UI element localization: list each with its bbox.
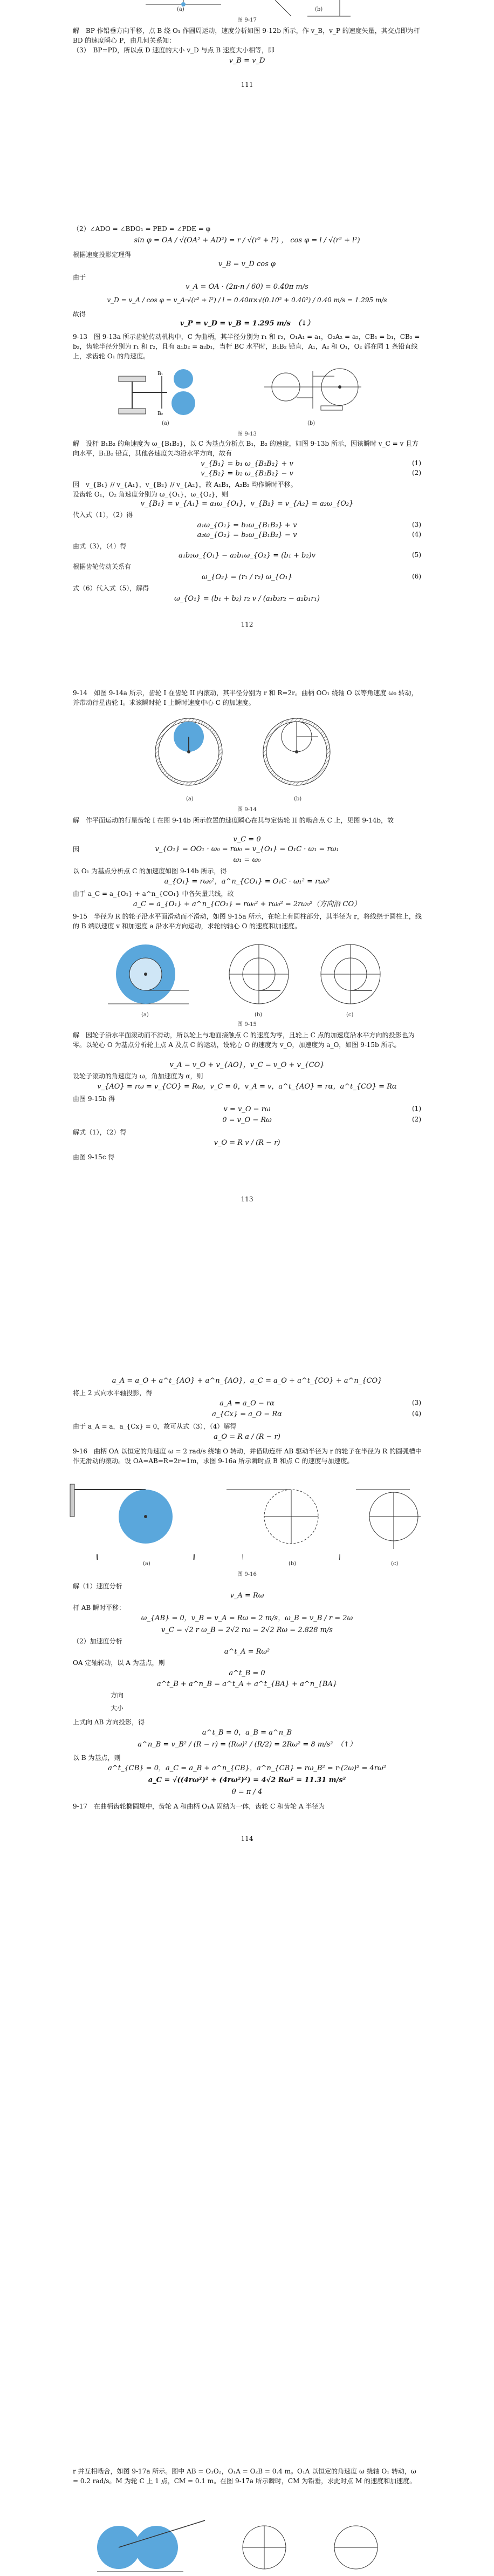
- figure-caption: 图 9-16: [237, 1572, 257, 1578]
- since-line: 因 v_{B₁} // v_{A₁}，v_{B₂} // v_{A₂}，故 A₁B₁，A₂B₂ 均作瞬时平移。: [73, 481, 297, 488]
- from-34-line: 由式（3），（4）得: [73, 542, 127, 550]
- project-line: 将上 2 式向水平轴投影，得: [73, 1389, 153, 1397]
- figure-caption: 图 9-15: [237, 1022, 257, 1028]
- due-to-label: 由于: [73, 274, 86, 281]
- ac-result: a_C = a_{O₁} + a^n_{CO₁} = rω₀² + rω₀² = 2rω₀²（方向沿 CO）: [133, 900, 361, 908]
- translate-line: 杆 AB 瞬时平移：: [73, 1604, 126, 1612]
- since-line: 由于 a_A = a，a_{Cx} = 0，故可从式（3），（4）解得: [73, 1423, 237, 1430]
- page-1: [0, 0, 494, 113]
- ao-result: a_O = R a / (R − r): [214, 1433, 280, 1441]
- gear-relation-line: 根据齿轮传动关系有: [73, 563, 132, 570]
- direction-label: 方向: [111, 1691, 124, 1699]
- subfig-b-label: (b): [307, 420, 315, 426]
- eq-3: a_A = a_O − rα: [219, 1399, 275, 1408]
- atb-equation: a^t_B = 0，a_B = a^n_B: [202, 1729, 292, 1737]
- vo1-equation: v_{O₁} = OO₁ · ω₀ = rω₀ = v_{O₁} = O₁C · ω₁ = rω₁: [155, 845, 339, 853]
- vc-equation: v_C = √2 r ω_B = 2√2 rω = 2√2 Rω = 2.828 m/s: [161, 1626, 333, 1634]
- relative-velocity-equation: v_{AO} = rω = v_{CO} = Rω，v_C = 0，v_A = v，a^t_{AO} = rα，a^t_{CO} = Rα: [97, 1083, 397, 1091]
- eq-1-number: (1): [412, 1105, 421, 1112]
- omega-definition: 设齿轮 O₁，O₂ 角速度分别为 ω_{O₁}，ω_{O₂}，则: [73, 491, 229, 498]
- projection-equation: v_B = v_D cos φ: [218, 260, 276, 268]
- eq-2-number: (2): [412, 1116, 421, 1123]
- page-number: 114: [241, 1835, 253, 1843]
- eq-5-number: (5): [412, 551, 421, 559]
- eq-6: ω_{O₂} = (r₁ / r₂) ω_{O₁}: [202, 573, 292, 581]
- page-number: 112: [241, 621, 253, 628]
- eq-2-number: (2): [412, 469, 421, 477]
- anb-equation: a^n_B = v_B² / (R − r) = (Rω)² / (R/2) = 2Rω² = 8 m/s² （↑）: [138, 1741, 356, 1749]
- vc-zero: v_C = 0: [233, 835, 261, 844]
- subfig-a-label: (a): [143, 1561, 150, 1567]
- page-number: 111: [241, 81, 253, 89]
- solution-9-16: 解（1）速度分析: [73, 1582, 122, 1590]
- substitute-6-line: 式（6）代入式（5），解得: [73, 584, 149, 592]
- vo-result: v_O = R v / (R − r): [214, 1139, 280, 1147]
- base-point-line: 以 O₁ 为基点分析点 C 的加速度如图 9-14b 所示，得: [73, 867, 227, 875]
- eq-2: 0 = v_O − Rω: [222, 1116, 272, 1124]
- figure-9-14: [146, 714, 351, 795]
- subfig-b-label: (b): [289, 1561, 297, 1567]
- solution-9-14: 解 作平面运动的行星齿轮 I 在图 9-14b 所示位置的速度瞬心在其与定齿轮 II 的啮合点 C 上，见图 9-14b，故: [73, 817, 394, 824]
- ab-equation: a^t_B = 0: [229, 1669, 265, 1677]
- problem-9-16: 9-16 曲柄 OA 以恒定的角速度 ω = 2 rad/s 绕轴 O 转动，并借助连杆 AB 驱动半径为 r 的轮子在半径为 R 的圆弧槽中作无滑动的滚动。设 OA=AB=R=2r=1m，求图 9-16a 所示瞬时点 B 和点 C 的速度与加速度。: [73, 1447, 422, 1465]
- solution-9-13: 解 设杆 B₁B₂ 的角速度为 ω_{B₁B₂}，以 C 为基点分析点 B₁，B₂ 的速度，如图 9-13b 所示，因该瞬时 v_C = v 且方向水平，B₁B₂ 铅直，其他各速度矢均沿水平方向，故有: [73, 440, 419, 457]
- eq-3: a₁ω_{O₁} = b₁ω_{B₁B₂} + v: [197, 521, 297, 529]
- va-relation: v_{B₁} = v_{A₁} = a₁ω_{O₁}，v_{B₂} = v_{A₂} = a₂ω_{O₂}: [140, 500, 354, 508]
- substitute-line: 代入式（1），（2）得: [73, 511, 133, 519]
- accel-title: （2）加速度分析: [73, 1637, 122, 1645]
- page-2: [0, 224, 494, 634]
- omega-equation: ω₁ = ω₀: [233, 856, 261, 864]
- aa-equation: a^t_A = Rω²: [224, 1648, 270, 1656]
- subfig-a-label: (a): [141, 1012, 149, 1018]
- omega-equation: ω_{AB} = 0，v_B = v_A = Rω = 2 m/s，ω_B = v_B / r = 2ω: [141, 1614, 353, 1622]
- eq-1: v_{B₁} = b₁ ω_{B₁B₂} + v: [201, 460, 293, 468]
- from-fig-b: 由图 9-15b 得: [73, 1095, 115, 1103]
- projection-intro: 根据速度投影定理得: [73, 251, 132, 259]
- subfig-a-label: (a): [186, 796, 194, 802]
- vd-equation: v_D = v_A / cos φ = v_A·√(r² + l²) / l = 0.40π×√(0.10² + 0.40²) / 0.40 m/s = 1.295 m/s: [107, 296, 387, 304]
- project-line: 由于 a_C = a_{O₁} + a^n_{CO₁} 中各矢量共线，故: [73, 890, 234, 898]
- solution-9-15: 解 因轮子沿水平面滚动而不滑动，所以轮上与地面接触点 C 的速度为零，且轮上 C 点的加速度沿水平方向的投影也为零。以轮心 O 为基点分析轮上点 A 及点 C 的运动，设轮心 O 的速度为 v_O，加速度为 a_O，如图 9-15b 所示。: [73, 1031, 415, 1049]
- base-b-line: 以 B 为基点，则: [73, 1754, 121, 1762]
- theta-equation: θ = π / 4: [231, 1788, 263, 1796]
- subfig-b-label: (b): [294, 796, 302, 802]
- problem-9-17: 9-17 在曲柄齿轮椭圆规中，齿轮 A 和曲柄 O₁A 固结为一体，齿轮 C 和齿轮 A 半径为: [73, 1803, 325, 1810]
- solve-line: 解式（1），（2）得: [73, 1129, 127, 1136]
- problem-9-15: 9-15 半径为 R 的轮子沿水平面滑动而不滑动，如图 9-15a 所示，在轮上有圆柱部分，其半径为 r，将线绕于圆柱上，线的 B 端以速度 v 和加速度 a 沿水平方向运动，求轮的轴心 O 的速度和加速度。: [73, 913, 422, 930]
- therefore-label: 故得: [73, 310, 86, 318]
- vector-acc-equation: a^t_B + a^n_B = a^t_A + a^t_{BA} + a^n_{BA}: [156, 1680, 338, 1688]
- size-label: 大小: [111, 1704, 124, 1712]
- projection-line: 上式向 AB 方向投影，得: [73, 1718, 145, 1726]
- subfig-c-label: (c): [391, 1561, 399, 1567]
- omega-alpha-line: 设轮子滚动的角速度为 ω，角加速度为 α，则: [73, 1072, 203, 1080]
- subfig-b-label: (b): [315, 6, 323, 12]
- eq-1: v = v_O − rω: [223, 1105, 271, 1113]
- eq-4: a₂ω_{O₂} = b₂ω_{B₁B₂} − v: [197, 531, 297, 539]
- va-equation: v_A = OA · (2π·n / 60) = 0.40π m/s: [186, 283, 308, 291]
- acceleration-vector-equation: a_A = a_O + a^t_{AO} + a^n_{AO}，a_C = a_O + a^t_{CO} + a^n_{CO}: [112, 1377, 382, 1385]
- page-number: 113: [241, 1195, 253, 1203]
- since-label: 因: [73, 846, 80, 853]
- eq-2: v_{B₂} = b₂ ω_{B₁B₂} − v: [201, 470, 293, 478]
- sin-cos-equation: sin φ = OA / √(OA² + AD²) = r / √(r² + l²) ， cos φ = l / √(r² + l²): [134, 236, 360, 244]
- eq-1-number: (1): [412, 459, 421, 467]
- figure-caption: 图 9-14: [237, 807, 257, 813]
- problem-9-13: 9-13 图 9-13a 所示齿轮传动机构中，C 为曲柄，其半径分别为 r₁ 和 r₂，O₁A₁ = a₁，O₂A₂ = a₂，CB₁ = b₁，CB₂ = b₂，齿轮半径分别为 r₁ 和 r₂，且有 a₁b₂ = a₂b₁，当杆 BC 水平时，B₁B₂ 铅直，A₁，A₂ 和 O₁，O₂ 都在同 1 条铅直线上，求齿轮 O₁ 的角速度。: [73, 333, 420, 360]
- svg-text:B₂: B₂: [157, 411, 163, 417]
- result-equation: v_P = v_D = v_B = 1.295 m/s （↓）: [180, 320, 314, 328]
- page-3: [0, 688, 494, 1282]
- svg-text:B₁: B₁: [157, 371, 163, 377]
- formula-vb-vd: v_B = v_D: [229, 57, 265, 65]
- page-4: [0, 1376, 494, 1981]
- subfig-b-label: (b): [255, 1012, 263, 1018]
- subfig-a-label: (a): [177, 6, 184, 12]
- final-result: ω_{O₁} = (b₁ + b₂) r₂ v / (a₁b₂r₂ − a₂b₁r₁): [174, 595, 320, 603]
- va-equation: v_A = Rω: [230, 1592, 264, 1600]
- base-line: OA 定轴转动，以 A 为基点，则: [73, 1659, 165, 1667]
- figure-9-17: [86, 2510, 421, 2576]
- figure-9-15: [102, 942, 394, 1012]
- page-5: [0, 2456, 494, 2576]
- vector-equation: v_A = v_O + v_{AO}，v_C = v_O + v_{CO}: [169, 1061, 325, 1069]
- figure-9-13: [108, 365, 388, 419]
- problem-9-17-continued: r 并互相啮合，如图 9-17a 所示。图中 AB = O₁O₂，O₁A = O₂B = 0.4 m。O₁A 以恒定的角速度 ω 绕轴 O₁ 转动，ω = 0.2 rad/s。M 为轮 C 上 1 点，CM = 0.1 m。在图 9-17a 所示瞬时，CM 为铅垂，求此时点 M 的速度和加速度。: [73, 2468, 416, 2485]
- figure-caption: 图 9-17: [237, 17, 257, 23]
- subfig-c-label: (c): [346, 1012, 354, 1018]
- eq-6-number: (6): [412, 573, 421, 580]
- eq-4: a_{Cx} = a_O − Rα: [212, 1410, 282, 1418]
- eq-4-number: (4): [412, 1410, 421, 1417]
- acb-equation: a^t_{CB} = 0，a_C = a_B + a^n_{CB}，a^n_{CB} = rω_B² = r·(2ω)² = 4rω²: [108, 1764, 386, 1772]
- figure-caption: 图 9-13: [237, 431, 257, 437]
- solution-paragraph: 解 BP 作铅垂方向平移，点 B 绕 O₁ 作圆周运动，速度分析如图 9-12b 所示，作 v_B，v_P 的速度矢量，其交点即为杆 BD 的速度瞬心 P，由几何关系知：: [73, 27, 420, 44]
- eq-4-number: (4): [412, 531, 421, 538]
- eq-3-number: (3): [412, 1399, 421, 1406]
- ac-result: a_C = √((4rω²)² + (4rω²)²) = 4√2 Rω² = 11.31 m/s²: [148, 1776, 346, 1784]
- problem-9-14: 9-14 如图 9-14a 所示，齿轮 I 在齿轮 II 内滚动，其半径分别为 r 和 R=2r。曲柄 OO₁ 绕轴 O 以等角速度 ω₀ 转动，并带动行星齿轮 I。求该瞬时轮 I 上瞬时速度中心 C 的加速度。: [73, 689, 418, 706]
- angle-relation: （2）∠ADO = ∠BDO₁ = PED = ∠PDE = φ: [73, 225, 211, 233]
- item-3: （3） BP=PD，所以点 D 速度的大小 v_D 与点 B 速度大小相等，即: [73, 46, 275, 54]
- eq-5: a₁b₂ω_{O₁} − a₂b₁ω_{O₂} = (b₁ + b₂)v: [178, 552, 316, 560]
- figure-9-16: [65, 1479, 431, 1560]
- eq-3-number: (3): [412, 521, 421, 528]
- subfig-a-label: (a): [162, 420, 169, 426]
- from-fig-c: 由图 9-15c 得: [73, 1153, 115, 1161]
- acceleration-equation: a_{O₁} = rω₀²，a^n_{CO₁} = O₁C · ω₁² = rω₀²: [164, 878, 330, 886]
